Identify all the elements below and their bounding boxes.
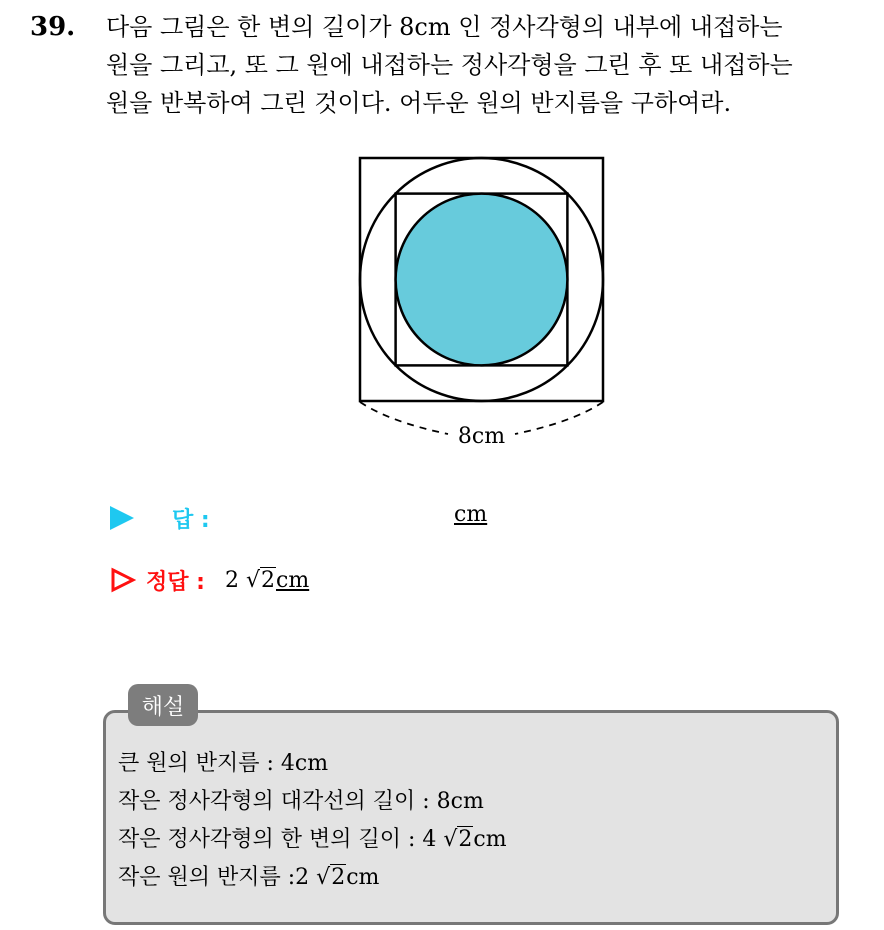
outline-arrow-icon	[110, 567, 136, 593]
correct-coef: 2	[224, 567, 239, 593]
solution-line	[118, 859, 507, 897]
solution-line4-prefix: 작은 원의 반지름 :2	[118, 865, 317, 890]
sqrt-symbol: √2	[245, 567, 275, 593]
solution-line3-unit: cm	[473, 827, 507, 852]
question-line: 다음 그림은 한 변의 길이가 8cm 인 정사각형의 내부에 내접하는	[106, 13, 783, 41]
side-length-label: 8cm	[457, 424, 506, 449]
solution-line: 큰 원의 반지름 : 4cm	[118, 751, 329, 776]
question-text	[106, 8, 866, 122]
solution-line4-radicand: 2	[331, 865, 346, 890]
correct-unit: cm	[276, 567, 310, 593]
solution-title: 해설	[128, 684, 198, 726]
answer-unit: cm	[454, 502, 488, 527]
dimension-arc-left	[360, 402, 448, 434]
sqrt-symbol: √2	[316, 865, 346, 890]
correct-radicand: 2	[261, 567, 275, 593]
correct-value	[225, 568, 309, 593]
question-line: 원을 반복하여 그린 것이다. 어두운 원의 반지름을 구하여라.	[106, 89, 732, 117]
correct-answer-row	[110, 562, 309, 598]
solution-line3-radicand: 2	[458, 827, 473, 852]
solution-line	[118, 821, 507, 859]
solution-line: 작은 정사각형의 대각선의 길이 : 8cm	[118, 789, 484, 814]
geometry-figure	[350, 150, 620, 460]
answer-label: 답 :	[172, 507, 210, 533]
shaded-circle	[396, 194, 568, 366]
correct-label: 정답 :	[146, 569, 205, 595]
solution-text	[118, 745, 507, 897]
sqrt-symbol: √2	[443, 827, 473, 852]
solution-line3-prefix: 작은 정사각형의 한 변의 길이 : 4	[118, 827, 444, 852]
dimension-arc-right	[515, 402, 603, 434]
answer-row	[110, 500, 530, 536]
question-line: 원을 그리고, 또 그 원에 내접하는 정사각형을 그린 후 또 내접하는	[106, 51, 793, 79]
solution-line4-unit: cm	[346, 865, 380, 890]
question-number: 39.	[30, 12, 76, 42]
play-arrow-icon	[110, 506, 134, 530]
